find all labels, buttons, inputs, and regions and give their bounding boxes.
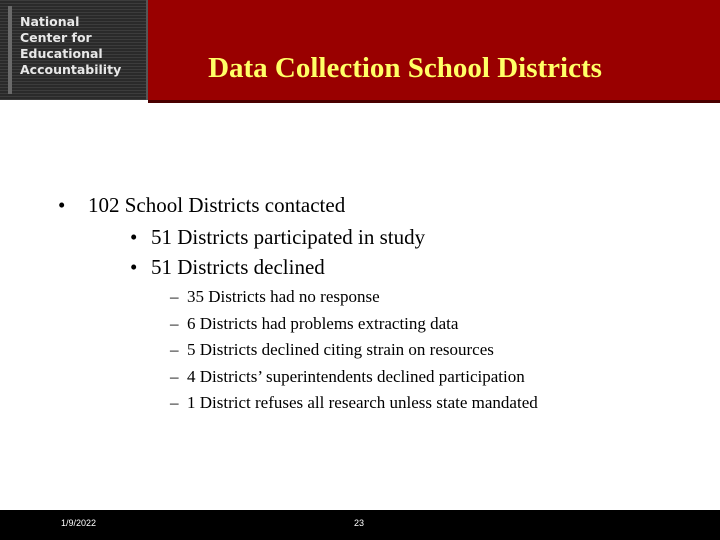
logo-line: National bbox=[20, 14, 80, 29]
bullet-text: 1 District refuses all research unless state mandated bbox=[187, 393, 538, 412]
bullet-text: 4 Districts’ superintendents declined participation bbox=[187, 367, 525, 386]
dash-marker: – bbox=[170, 314, 179, 333]
bullet-text: 102 School Districts contacted bbox=[88, 193, 346, 217]
slide-title: Data Collection School Districts bbox=[208, 52, 602, 84]
logo-text bbox=[20, 14, 121, 78]
bullet-marker: • bbox=[130, 255, 138, 279]
dash-marker: – bbox=[170, 393, 179, 412]
bullet-level3 bbox=[170, 287, 380, 307]
slide-header bbox=[0, 0, 720, 100]
slide-footer bbox=[0, 510, 720, 540]
bullet-level2 bbox=[130, 225, 425, 250]
bullet-level3 bbox=[170, 314, 458, 334]
logo-line: Accountability bbox=[20, 62, 122, 77]
header-divider bbox=[148, 100, 720, 103]
dash-marker: – bbox=[170, 287, 179, 306]
organization-logo bbox=[0, 0, 148, 100]
dash-marker: – bbox=[170, 367, 179, 386]
bullet-text: 35 Districts had no response bbox=[187, 287, 380, 306]
bullet-text: 51 Districts participated in study bbox=[151, 225, 426, 249]
footer-date: 1/9/2022 bbox=[61, 518, 97, 528]
bullet-level3 bbox=[170, 367, 525, 387]
logo-edge bbox=[8, 6, 12, 94]
dash-marker: – bbox=[170, 340, 179, 359]
bullet-level1 bbox=[58, 193, 345, 218]
logo-line: Center for bbox=[20, 30, 92, 45]
bullet-marker: • bbox=[130, 225, 138, 249]
logo-line: Educational bbox=[20, 46, 103, 61]
bullet-text: 6 Districts had problems extracting data bbox=[187, 314, 459, 333]
bullet-text: 51 Districts declined bbox=[151, 255, 325, 279]
bullet-text: 5 Districts declined citing strain on resources bbox=[187, 340, 494, 359]
bullet-level3 bbox=[170, 340, 494, 360]
bullet-marker: • bbox=[58, 193, 66, 217]
bullet-level3 bbox=[170, 393, 538, 413]
bullet-level2 bbox=[130, 255, 325, 280]
page-number: 23 bbox=[354, 518, 365, 528]
